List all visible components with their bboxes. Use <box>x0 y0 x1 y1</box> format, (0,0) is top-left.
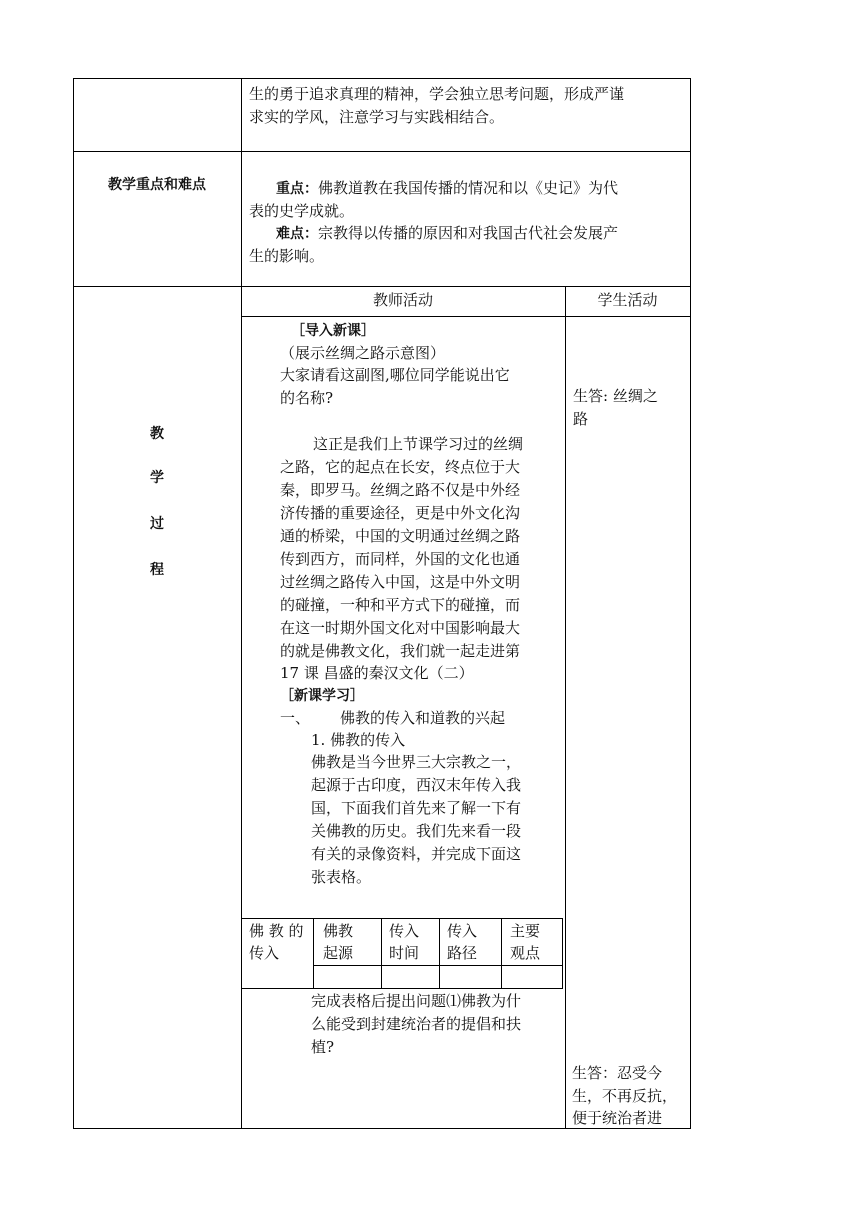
inner-table-mid <box>313 965 562 966</box>
teacher-line: 过丝绸之路传入中国，这是中外文明 <box>280 573 521 591</box>
teacher-line: 秦，即罗马。丝绸之路不仅是中外经 <box>280 481 521 499</box>
teacher-line: 之路，它的起点在长安，终点位于大 <box>280 458 521 476</box>
nandian-line-2: 生的影响。 <box>249 247 325 265</box>
student-activity-header: 学生活动 <box>597 291 658 309</box>
teacher-line: 在这一时期外国文化对中国影响最大 <box>280 619 521 637</box>
student-answer-1-line-2: 路 <box>573 410 589 428</box>
border-left <box>73 78 74 1129</box>
inner-row-header-line-2: 传入 <box>249 944 280 962</box>
zhongdian-line-2: 表的史学成就。 <box>249 202 355 220</box>
zhongdian-label: 重点： <box>276 181 318 197</box>
inner-col-view-2: 观点 <box>510 944 541 962</box>
border-top <box>73 78 690 79</box>
teacher-line: 传到西方，而同样，外国的文化也通 <box>280 550 521 568</box>
teacher-line: 有关的录像资料，并完成下面这 <box>311 845 522 863</box>
inner-col-route-1: 传入 <box>447 922 478 940</box>
teacher-line: 的碰撞，一种和平方式下的碰撞，而 <box>280 596 521 614</box>
question-line-2: 么能受到封建统治者的提倡和扶 <box>311 1015 522 1033</box>
border-mid <box>241 78 242 1129</box>
inner-table-v4 <box>501 918 502 989</box>
key-points-label: 教学重点和难点 <box>108 177 206 193</box>
nandian-line-1 <box>276 222 618 246</box>
border-row1 <box>73 151 690 152</box>
student-answer-2-line-2: 生，不再反抗， <box>572 1087 678 1105</box>
teacher-line: 张表格。 <box>311 868 372 886</box>
border-student <box>565 286 566 1129</box>
inner-col-origin-1: 佛教 <box>323 922 354 940</box>
teacher-line: 国，下面我们首先来了解一下有 <box>311 799 522 817</box>
teacher-activity-header: 教师活动 <box>372 291 433 309</box>
goal-text-line-1: 生的勇于追求真理的精神，学会独立思考问题，形成严谨 <box>249 85 625 103</box>
process-label-char-3: 过 <box>150 516 164 532</box>
nandian-text: 宗教得以传播的原因和对我国古代社会发展产 <box>318 224 619 242</box>
process-label-char-2: 学 <box>150 470 164 486</box>
inner-table-v2 <box>381 918 382 989</box>
border-header <box>241 316 690 317</box>
inner-table-v5 <box>562 918 563 989</box>
teacher-line: 关佛教的历史。我们先来看一段 <box>311 822 522 840</box>
question-line-3: 植? <box>311 1038 335 1056</box>
student-answer-2-line-1: 生答：忍受今 <box>572 1064 663 1082</box>
teacher-line: （展示丝绸之路示意图） <box>280 344 446 362</box>
question-line-1: 完成表格后提出问题⑴佛教为什 <box>311 992 522 1010</box>
process-label-char-1: 教 <box>150 426 164 442</box>
student-answer-2-line-3: 便于统治者进 <box>572 1109 663 1127</box>
inner-col-time-2: 时间 <box>389 944 420 962</box>
teacher-line: 这正是我们上节课学习过的丝绸 <box>313 435 524 453</box>
inner-col-origin-2: 起源 <box>323 944 354 962</box>
teacher-line: 起源于古印度，西汉末年传入我 <box>311 776 522 794</box>
inner-col-time-1: 传入 <box>389 922 420 940</box>
teacher-line: 的名称? <box>280 389 334 407</box>
teacher-line: 的就是佛教文化，我们就一起走进第 <box>280 642 521 660</box>
inner-col-view-1: 主要 <box>510 922 541 940</box>
teacher-line: 通的桥梁，中国的文明通过丝绸之路 <box>280 527 521 545</box>
goal-text-line-2: 求实的学风，注意学习与实践相结合。 <box>249 108 505 126</box>
nandian-label: 难点： <box>276 226 318 242</box>
new-lesson-heading: ［新课学习］ <box>280 688 364 704</box>
inner-table-v1 <box>313 918 314 989</box>
inner-table-bottom <box>241 988 562 989</box>
zhongdian-line-1 <box>276 177 618 201</box>
process-label-char-4: 程 <box>150 562 164 578</box>
intro-heading: ［导入新课］ <box>291 323 375 339</box>
zhongdian-text: 佛教道教在我国传播的情况和以《史记》为代 <box>318 179 619 197</box>
teacher-line: 济传播的重要途径，更是中外文化沟 <box>280 504 521 522</box>
inner-table-top <box>241 918 562 919</box>
teacher-line: 大家请看这副图,哪位同学能说出它 <box>280 366 510 384</box>
section-number: 一、 <box>280 709 311 727</box>
inner-row-header-line-1: 佛 教 的 <box>249 922 304 940</box>
inner-table-v3 <box>439 918 440 989</box>
section-title: 佛教的传入和道教的兴起 <box>340 709 506 727</box>
teacher-line: 佛教是当今世界三大宗教之一， <box>311 753 522 771</box>
subsection-title: 1. 佛教的传入 <box>311 731 406 749</box>
student-answer-1-line-1: 生答: 丝绸之 <box>573 387 658 405</box>
inner-col-route-2: 路径 <box>447 944 478 962</box>
border-row2 <box>73 286 690 287</box>
teacher-line: 17 课 昌盛的秦汉文化（二） <box>280 664 474 682</box>
border-right <box>690 78 691 1129</box>
